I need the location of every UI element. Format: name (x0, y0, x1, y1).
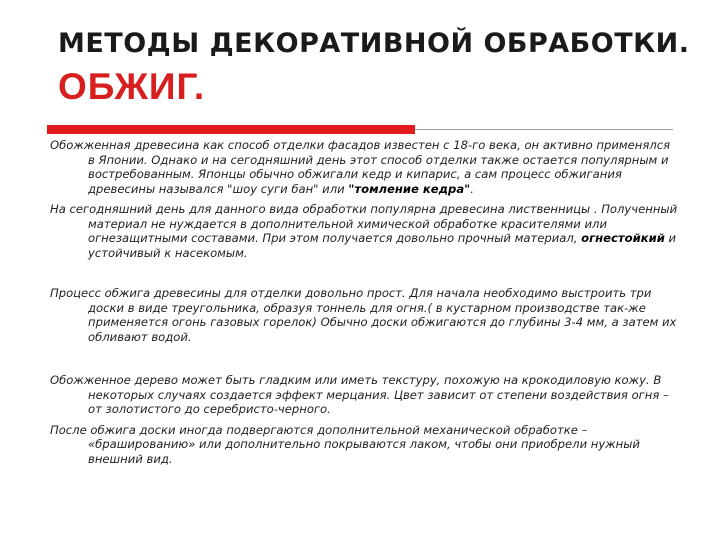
paragraph-history (50, 138, 680, 196)
paragraph-history-end: . (470, 181, 474, 196)
title-underline (47, 125, 673, 134)
paragraph-history-text: Обожженная древесина как способ отделки фасадов известен с 18-го века, он активно применялся в Японии. Однако и на сегодняшний день этот способ отделки также остается популярным и востребованным. Японцы обычно обжигали кедр и кипарис, а сам процесс обжигания древесины назывался "шоу суги бан" или (50, 138, 671, 196)
paragraph-larch-text: На сегодняшний день для данного вида обработки популярна древесина лиственницы . Полученный материал не нуждается в дополнительной химической обработке красителями или огнезащитными составами. При этом получается довольно прочный материал, (50, 202, 678, 245)
paragraph-larch-end: и устойчивый к насекомым. (88, 231, 677, 260)
paragraph-texture: Обожженное дерево может быть гладким или иметь текстуру, похожую на крокодиловую кожу. В некоторых случаях создается эффект мерцания. Цвет зависит от степени воздействия огня – от золотистого до серебристо-черного. (50, 373, 669, 416)
paragraph-larch (50, 202, 680, 260)
paragraph-process: Процесс обжига древесины для отделки довольно прост. Для начала необходимо выстроить три доски в виде треугольника, образуя тоннель для огня.( в кустарном производстве так-же применяется огонь газовых горелок) Обычно доски обжигаются до глубины 3-4 мм, а затем их обливают водой. (50, 286, 677, 344)
paragraph-history-highlight: "томление кедра" (348, 181, 471, 196)
paragraph-larch-highlight: огнестойкий (581, 231, 665, 245)
slide-body (50, 138, 680, 466)
paragraph-finishing: После обжига доски иногда подвергаются дополнительной механической обработке – «брашированию» или дополнительно покрываются лаком, чтобы они приобрели нужный внешний вид. (50, 422, 640, 466)
slide-title-accent: ОБЖИГ. (58, 66, 206, 107)
title-underline-red (47, 125, 415, 134)
slide-title (58, 22, 698, 112)
slide-title-main: МЕТОДЫ ДЕКОРАТИВНОЙ ОБРАБОТКИ. (58, 28, 690, 59)
